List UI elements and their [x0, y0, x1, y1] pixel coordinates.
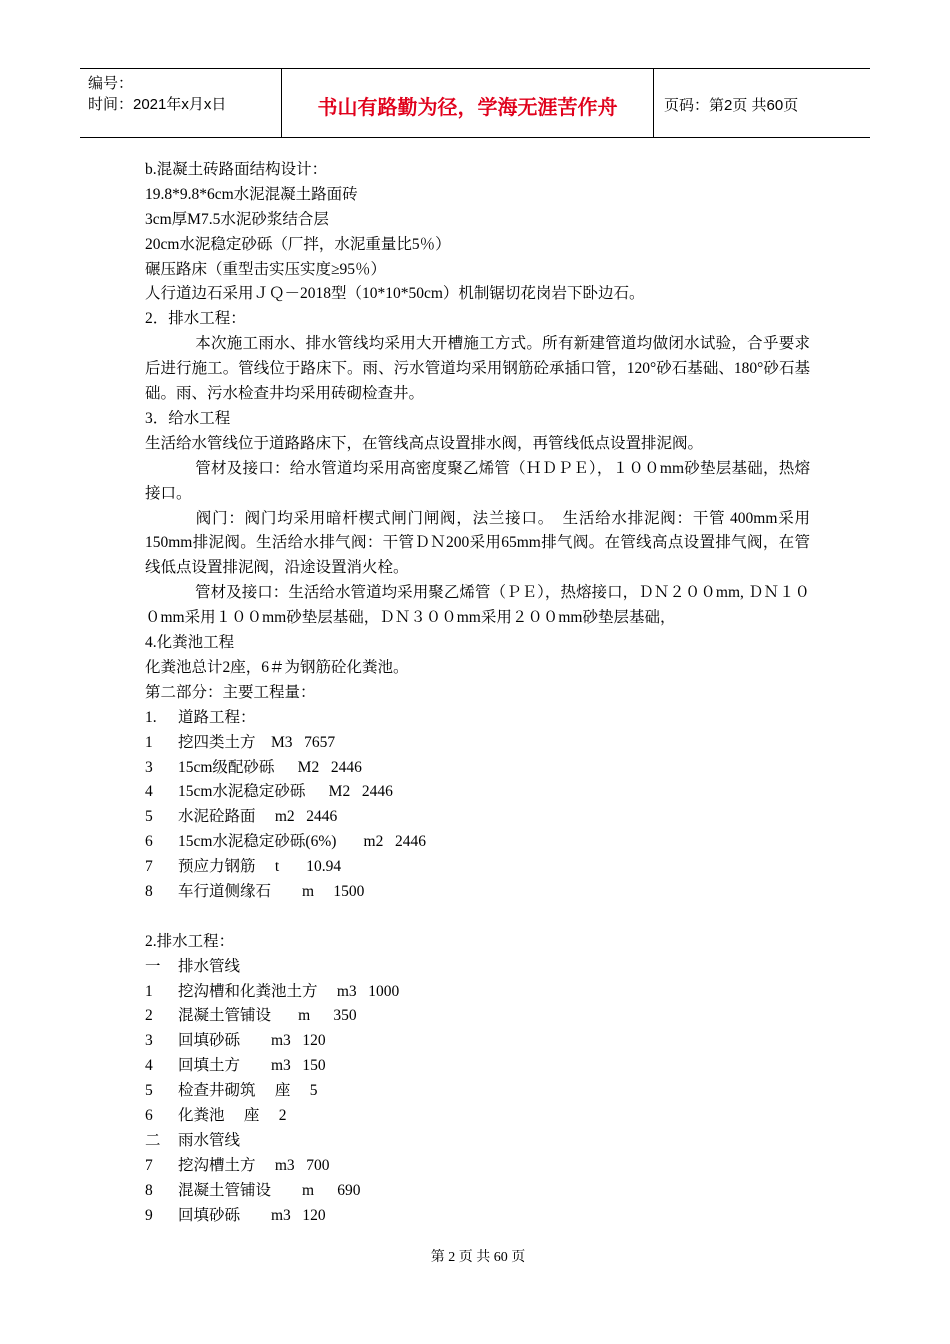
- document-body: [145, 158, 810, 1228]
- list-item: [145, 805, 810, 830]
- text-line: b.混凝土砖路面结构设计：: [145, 161, 328, 178]
- item-number: 4: [145, 783, 153, 801]
- item-text: 检查井砌筑 座 5: [178, 1082, 318, 1100]
- item-number: 6: [145, 1107, 153, 1124]
- paragraph-valve: 阀门：阀门均采用暗杆楔式闸门闸阀，法兰接口。 生活给水排泥阀：干管 400mm采用150mm排泥阀。生活给水排气阀：干管ＤＮ200采用65mm排气阀。在管线高点设置排气阀，在管线低点设置排泥阀，沿途设置消火栓。: [145, 509, 810, 577]
- item-number: 4: [145, 1057, 153, 1075]
- item-text: 挖沟槽和化粪池土方 m3 1000: [178, 982, 400, 1000]
- header-motto: 书山有路勤为径，学海无涯苦作舟: [282, 69, 654, 137]
- item-text: 回填土方 m3 150: [178, 1057, 326, 1075]
- text-line: 19.8*9.8*6cm水泥混凝土路面砖: [145, 185, 358, 203]
- section-heading: 3．给水工程: [145, 409, 231, 427]
- section-heading: 4.化粪池工程: [145, 634, 235, 652]
- item-text: 化粪池 座 2: [178, 1107, 287, 1124]
- sewer-quantity-list: [145, 980, 810, 1129]
- list-item: [145, 1179, 810, 1204]
- item-text: 混凝土管铺设 m 690: [178, 1181, 361, 1199]
- item-number: 8: [145, 1181, 153, 1199]
- text-line: 3cm厚M7.5水泥砂浆结合层: [145, 210, 329, 228]
- list-item: [145, 1004, 810, 1029]
- spacer: [145, 905, 810, 930]
- list-item: [145, 855, 810, 880]
- list-item: [145, 1029, 810, 1054]
- item-number: 5: [145, 808, 153, 826]
- text-line: 碾压路床（重型击实压实度≥95％）: [145, 260, 387, 278]
- paragraph-drainage: 本次施工雨水、排水管线均采用大开槽施工方式。所有新建管道均做闭水试验，合乎要求后进行施工。管线位于路床下。雨、污水管道均采用钢筋砼承插口管，120°砂石基础、180°砂石基础。雨、污水检查井均采用砖砌检查井。: [145, 335, 810, 403]
- list-item: [145, 880, 810, 905]
- list-heading: 一 排水管线: [145, 957, 241, 975]
- item-number: 9: [145, 1206, 153, 1224]
- item-number: 2: [145, 1007, 153, 1025]
- list-heading: 二 雨水管线: [145, 1131, 241, 1149]
- item-number: 7: [145, 1156, 153, 1174]
- document-time-label: 时间：2021年x月x日: [88, 96, 227, 113]
- item-number: 3: [145, 758, 153, 776]
- list-item: [145, 830, 810, 855]
- page-footer: 第 2 页 共 60 页: [430, 1250, 526, 1265]
- item-text: 15cm水泥稳定砂砾 M2 2446: [178, 783, 393, 801]
- item-text: 挖四类土方 M3 7657: [178, 733, 336, 751]
- text-line: 化粪池总计2座，6＃为钢筋砼化粪池。: [145, 658, 409, 676]
- item-number: 1: [145, 982, 153, 1000]
- item-text: 预应力钢筋 t 10.94: [178, 858, 342, 876]
- list-item: [145, 1204, 810, 1229]
- item-number: 1: [145, 733, 153, 751]
- item-number: 3: [145, 1032, 153, 1050]
- item-number: 7: [145, 858, 153, 876]
- document-number-label: 编号：: [88, 75, 134, 92]
- list-item: [145, 780, 810, 805]
- item-number: 6: [145, 833, 153, 851]
- header-page-info: 页码：第2页 共60页: [664, 96, 799, 114]
- item-text: 回填砂砾 m3 120: [178, 1032, 326, 1050]
- item-text: 挖沟槽土方 m3 700: [178, 1156, 330, 1174]
- list-item: [145, 731, 810, 756]
- list-item: [145, 756, 810, 781]
- rain-quantity-list: [145, 1154, 810, 1229]
- item-number: 5: [145, 1082, 153, 1100]
- list-item: [145, 1104, 810, 1129]
- item-text: 水泥砼路面 m2 2446: [178, 808, 338, 826]
- item-number: 8: [145, 882, 153, 900]
- paragraph-material-pe: 管材及接口：生活给水管道均采用聚乙烯管（ＰＥ），热熔接口，ＤＮ２００mm, ＤＮ１００mm采用１００mm砂垫层基础，ＤＮ３００mm采用２００mm砂垫层基础，: [145, 584, 810, 627]
- list-heading: 1. 道路工程：: [145, 708, 256, 726]
- text-line: 人行道边石采用ＪＱ－2018型（10*10*50cm）机制锯切花岗岩下卧边石。: [145, 285, 645, 303]
- paragraph-material: 管材及接口：给水管道均采用高密度聚乙烯管（ＨＤＰＥ），１００mm砂垫层基础，热熔接口。: [145, 459, 810, 502]
- list-item: [145, 1079, 810, 1104]
- item-text: 15cm水泥稳定砂砾(6%) m2 2446: [178, 833, 426, 851]
- section-heading: 2.排水工程：: [145, 932, 235, 950]
- item-text: 车行道侧缘石 m 1500: [178, 882, 365, 900]
- text-line: 生活给水管线位于道路路床下，在管线高点设置排水阀，再管线低点设置排泥阀。: [145, 434, 704, 452]
- item-text: 15cm级配砂砾 M2 2446: [178, 758, 362, 776]
- section-heading: 第二部分：主要工程量：: [145, 683, 316, 701]
- text-line: 20cm水泥稳定砂砾（厂拌，水泥重量比5％）: [145, 235, 451, 253]
- list-item: [145, 1154, 810, 1179]
- page-header: [80, 68, 870, 138]
- item-text: 混凝土管铺设 m 350: [178, 1007, 357, 1025]
- section-heading: 2．排水工程：: [145, 310, 246, 328]
- item-text: 回填砂砾 m3 120: [178, 1206, 326, 1224]
- list-item: [145, 980, 810, 1005]
- road-quantity-list: [145, 731, 810, 905]
- header-meta: [80, 69, 282, 137]
- list-item: [145, 1054, 810, 1079]
